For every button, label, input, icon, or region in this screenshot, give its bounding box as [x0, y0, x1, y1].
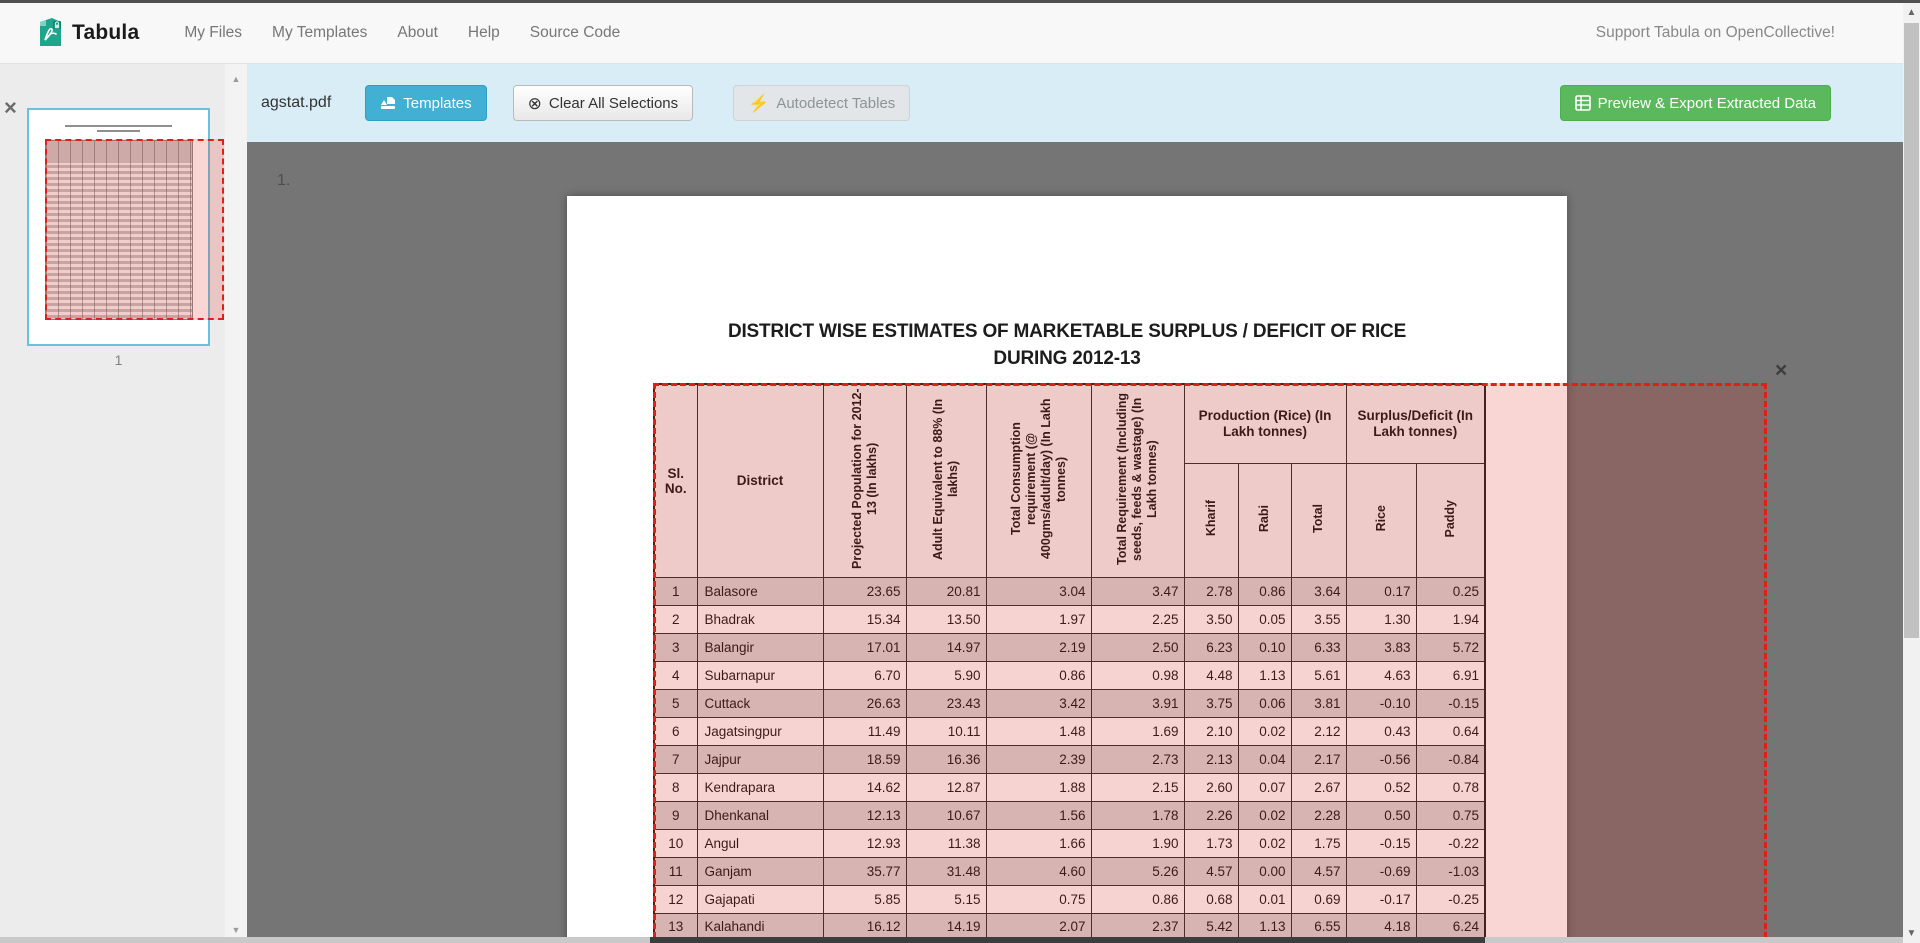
- table-cell: 7: [654, 745, 697, 773]
- table-cell: -0.17: [1346, 885, 1416, 913]
- clear-all-selections-button[interactable]: [513, 85, 693, 121]
- table-cell: 2.73: [1091, 745, 1184, 773]
- table-cell: Balasore: [697, 577, 823, 605]
- scroll-up-icon[interactable]: ▲: [1906, 7, 1917, 18]
- table-cell: 3.75: [1184, 689, 1238, 717]
- table-cell: 1.30: [1346, 605, 1416, 633]
- table-cell: 11.49: [823, 717, 906, 745]
- templates-icon: [380, 96, 396, 111]
- header-total-requirement: Total Requirement (Including seeds, feeds & wastage) (In Lakh tonnes): [1091, 384, 1184, 577]
- table-cell: 2: [654, 605, 697, 633]
- table-cell: 0.04: [1238, 745, 1291, 773]
- table-cell: 14.19: [906, 913, 986, 937]
- table-cell: 1.75: [1291, 829, 1346, 857]
- table-cell: 6.33: [1291, 633, 1346, 661]
- table-cell: 2.26: [1184, 801, 1238, 829]
- sidebar-scroll-up-icon[interactable]: ▲: [231, 74, 241, 84]
- thumbnail-title-line2: [97, 130, 140, 132]
- table-cell: 0.86: [1238, 577, 1291, 605]
- table-cell: 4.57: [1184, 857, 1238, 885]
- table-cell: 11.38: [906, 829, 986, 857]
- pdf-title-line2: DURING 2012-13: [993, 348, 1141, 369]
- table-cell: 2.78: [1184, 577, 1238, 605]
- table-cell: 2.67: [1291, 773, 1346, 801]
- table-cell: Gajapati: [697, 885, 823, 913]
- table-cell: Jagatsingpur: [697, 717, 823, 745]
- table-cell: 2.37: [1091, 913, 1184, 937]
- table-cell: 12.13: [823, 801, 906, 829]
- table-cell: -0.56: [1346, 745, 1416, 773]
- horizontal-scrollbar-thumb[interactable]: [650, 937, 1485, 943]
- table-cell: Dhenkanal: [697, 801, 823, 829]
- table-cell: Jajpur: [697, 745, 823, 773]
- lightning-bolt-icon: ⚡: [748, 93, 770, 113]
- vertical-scrollbar[interactable]: [1903, 3, 1920, 943]
- nav-item-my-files[interactable]: My Files: [184, 24, 243, 41]
- thumbnail-title-line: [65, 125, 172, 127]
- table-cell: 2.17: [1291, 745, 1346, 773]
- table-cell: 1.97: [986, 605, 1091, 633]
- table-cell: 1.56: [986, 801, 1091, 829]
- table-cell: 16.36: [906, 745, 986, 773]
- table-cell: 0.05: [1238, 605, 1291, 633]
- table-cell: 1: [654, 577, 697, 605]
- table-cell: -0.15: [1346, 829, 1416, 857]
- thumbnail-close-icon[interactable]: ×: [4, 95, 17, 120]
- table-cell: 0.43: [1346, 717, 1416, 745]
- header-rabi: Rabi: [1238, 463, 1291, 577]
- header-kharif: Kharif: [1184, 463, 1238, 577]
- header-sl-no: Sl. No.: [654, 384, 697, 577]
- table-cell: 2.13: [1184, 745, 1238, 773]
- table-cell: 0.75: [1416, 801, 1485, 829]
- table-cell: 5: [654, 689, 697, 717]
- sidebar-scroll-down-icon[interactable]: ▼: [231, 925, 241, 935]
- table-cell: -1.03: [1416, 857, 1485, 885]
- table-cell: 0.10: [1238, 633, 1291, 661]
- table-cell: -0.15: [1416, 689, 1485, 717]
- table-cell: 3.50: [1184, 605, 1238, 633]
- table-cell: 6: [654, 717, 697, 745]
- table-cell: 14.62: [823, 773, 906, 801]
- header-total: Total: [1291, 463, 1346, 577]
- header-projected-population: Projected Population for 2012-13 (In lakhs): [823, 384, 906, 577]
- table-cell: Ganjam: [697, 857, 823, 885]
- table-cell: 1.73: [1184, 829, 1238, 857]
- nav-item-help[interactable]: Help: [467, 24, 500, 41]
- templates-button-label: Templates: [403, 94, 472, 112]
- vertical-scrollbar-thumb[interactable]: [1904, 23, 1919, 638]
- nav-item-source-code[interactable]: Source Code: [529, 24, 621, 41]
- table-cell: Subarnapur: [697, 661, 823, 689]
- header-district: District: [697, 384, 823, 577]
- table-cell: 4.57: [1291, 857, 1346, 885]
- table-cell: 0.64: [1416, 717, 1485, 745]
- table-cell: 26.63: [823, 689, 906, 717]
- table-cell: 3.42: [986, 689, 1091, 717]
- page-thumbnail-sidebar: [0, 64, 247, 943]
- horizontal-scrollbar[interactable]: [0, 937, 1903, 943]
- table-cell: 10.11: [906, 717, 986, 745]
- table-cell: 4.63: [1346, 661, 1416, 689]
- table-cell: 0.78: [1416, 773, 1485, 801]
- nav-item-about[interactable]: About: [397, 24, 438, 41]
- preview-export-button[interactable]: [1560, 85, 1831, 121]
- table-cell: Cuttack: [697, 689, 823, 717]
- table-cell: 2.07: [986, 913, 1091, 937]
- table-cell: 3.81: [1291, 689, 1346, 717]
- table-cell: 0.50: [1346, 801, 1416, 829]
- table-cell: 10: [654, 829, 697, 857]
- table-cell: 0.52: [1346, 773, 1416, 801]
- table-cell: 6.91: [1416, 661, 1485, 689]
- table-cell: 11: [654, 857, 697, 885]
- table-cell: 12.87: [906, 773, 986, 801]
- page-thumbnail[interactable]: [27, 108, 210, 346]
- thumbnail-page-number: 1: [114, 352, 123, 368]
- table-cell: 2.15: [1091, 773, 1184, 801]
- table-cell: -0.69: [1346, 857, 1416, 885]
- scroll-down-icon[interactable]: ▼: [1906, 928, 1917, 939]
- table-cell: 10.67: [906, 801, 986, 829]
- table-cell: 31.48: [906, 857, 986, 885]
- autodetect-tables-button[interactable]: [733, 85, 910, 121]
- autodetect-button-label: Autodetect Tables: [776, 94, 896, 112]
- pdf-document-title: [567, 318, 1567, 372]
- table-cell: 0.98: [1091, 661, 1184, 689]
- table-cell: -0.25: [1416, 885, 1485, 913]
- table-cell: 1.94: [1416, 605, 1485, 633]
- table-cell: 23.43: [906, 689, 986, 717]
- pdf-viewer: [247, 142, 1903, 937]
- table-cell: 9: [654, 801, 697, 829]
- clear-button-label: Clear All Selections: [548, 94, 679, 112]
- table-cell: 0.86: [986, 661, 1091, 689]
- table-cell: 3: [654, 633, 697, 661]
- table-cell: 1.48: [986, 717, 1091, 745]
- selection-close-icon[interactable]: ×: [1775, 359, 1788, 382]
- export-table-icon: [1575, 95, 1591, 111]
- header-total-consumption: Total Consumption requirement (@ 400gms/adult/day) (In Lakh tonnes): [986, 384, 1091, 577]
- table-cell: 17.01: [823, 633, 906, 661]
- header-production-group: Production (Rice) (In Lakh tonnes): [1184, 384, 1346, 463]
- header-paddy: Paddy: [1416, 463, 1485, 577]
- table-cell: 3.91: [1091, 689, 1184, 717]
- table-cell: 2.60: [1184, 773, 1238, 801]
- table-cell: 1.78: [1091, 801, 1184, 829]
- table-cell: 0.07: [1238, 773, 1291, 801]
- table-cell: 23.65: [823, 577, 906, 605]
- table-cell: 4: [654, 661, 697, 689]
- table-cell: 5.72: [1416, 633, 1485, 661]
- table-cell: 35.77: [823, 857, 906, 885]
- tabula-logo-icon: [37, 17, 64, 49]
- table-cell: 0.06: [1238, 689, 1291, 717]
- templates-button[interactable]: [365, 85, 486, 121]
- table-cell: 2.39: [986, 745, 1091, 773]
- table-cell: 3.47: [1091, 577, 1184, 605]
- table-cell: 1.13: [1238, 661, 1291, 689]
- table-cell: 12: [654, 885, 697, 913]
- table-cell: 0.86: [1091, 885, 1184, 913]
- table-cell: 0.68: [1184, 885, 1238, 913]
- table-cell: -0.10: [1346, 689, 1416, 717]
- table-cell: Kalahandi: [697, 913, 823, 937]
- table-cell: 0.17: [1346, 577, 1416, 605]
- table-cell: 5.26: [1091, 857, 1184, 885]
- table-cell: 2.19: [986, 633, 1091, 661]
- table-cell: Bhadrak: [697, 605, 823, 633]
- table-cell: Angul: [697, 829, 823, 857]
- table-cell: 0.69: [1291, 885, 1346, 913]
- window-top-edge: [0, 0, 1920, 3]
- table-cell: -0.84: [1416, 745, 1485, 773]
- table-cell: 0.02: [1238, 801, 1291, 829]
- table-cell: 1.88: [986, 773, 1091, 801]
- table-cell: 2.10: [1184, 717, 1238, 745]
- table-cell: 1.66: [986, 829, 1091, 857]
- table-cell: 1.69: [1091, 717, 1184, 745]
- table-cell: 1.13: [1238, 913, 1291, 937]
- table-cell: 20.81: [906, 577, 986, 605]
- table-cell: 2.12: [1291, 717, 1346, 745]
- thumbnail-wrap: [27, 108, 210, 368]
- table-cell: Kendrapara: [697, 773, 823, 801]
- export-button-label: Preview & Export Extracted Data: [1597, 94, 1816, 112]
- table-cell: Balangir: [697, 633, 823, 661]
- table-cell: 2.28: [1291, 801, 1346, 829]
- table-cell: 13.50: [906, 605, 986, 633]
- table-cell: 0.02: [1238, 717, 1291, 745]
- clear-circle-x-icon: ⊗: [527, 93, 542, 113]
- thumbnail-selection-overlay: [45, 139, 224, 320]
- table-cell: 1.90: [1091, 829, 1184, 857]
- table-cell: 12.93: [823, 829, 906, 857]
- table-cell: 5.85: [823, 885, 906, 913]
- table-cell: 4.18: [1346, 913, 1416, 937]
- header-rice: Rice: [1346, 463, 1416, 577]
- table-cell: 14.97: [906, 633, 986, 661]
- toolbar: [247, 64, 1903, 142]
- support-link[interactable]: Support Tabula on OpenCollective!: [1595, 24, 1835, 41]
- table-cell: 8: [654, 773, 697, 801]
- navbar: [0, 3, 1903, 64]
- sidebar-scrollbar[interactable]: [225, 64, 247, 943]
- table-cell: 6.24: [1416, 913, 1485, 937]
- table-cell: 4.60: [986, 857, 1091, 885]
- table-cell: 13: [654, 913, 697, 937]
- table-cell: 0.25: [1416, 577, 1485, 605]
- header-adult-equivalent: Adult Equivalent to 88% (In lakhs): [906, 384, 986, 577]
- table-cell: 6.55: [1291, 913, 1346, 937]
- table-cell: 16.12: [823, 913, 906, 937]
- table-cell: 2.50: [1091, 633, 1184, 661]
- table-cell: 5.90: [906, 661, 986, 689]
- table-cell: 15.34: [823, 605, 906, 633]
- table-cell: 0.75: [986, 885, 1091, 913]
- table-cell: 4.48: [1184, 661, 1238, 689]
- table-cell: 6.23: [1184, 633, 1238, 661]
- table-cell: 2.25: [1091, 605, 1184, 633]
- nav-item-my-templates[interactable]: My Templates: [272, 24, 368, 41]
- pdf-title-line1: DISTRICT WISE ESTIMATES OF MARKETABLE SURPLUS / DEFICIT OF RICE: [727, 321, 1407, 342]
- table-cell: 0.00: [1238, 857, 1291, 885]
- selection-overlay[interactable]: [653, 383, 1767, 937]
- table-cell: 5.42: [1184, 913, 1238, 937]
- table-cell: 3.64: [1291, 577, 1346, 605]
- table-cell: 6.70: [823, 661, 906, 689]
- header-surplus-group: Surplus/Deficit (In Lakh tonnes): [1346, 384, 1485, 463]
- table-cell: 3.83: [1346, 633, 1416, 661]
- brand-link[interactable]: [37, 17, 139, 49]
- table-cell: 0.02: [1238, 829, 1291, 857]
- brand-name: Tabula: [72, 21, 140, 44]
- table-cell: -0.22: [1416, 829, 1485, 857]
- table-cell: 0.01: [1238, 885, 1291, 913]
- table-cell: 5.61: [1291, 661, 1346, 689]
- table-cell: 3.55: [1291, 605, 1346, 633]
- table-cell: 3.04: [986, 577, 1091, 605]
- nav-items: [169, 14, 635, 52]
- current-filename: agstat.pdf: [261, 94, 332, 111]
- page-number-label: 1.: [277, 172, 291, 189]
- table-cell: 18.59: [823, 745, 906, 773]
- table-cell: 5.15: [906, 885, 986, 913]
